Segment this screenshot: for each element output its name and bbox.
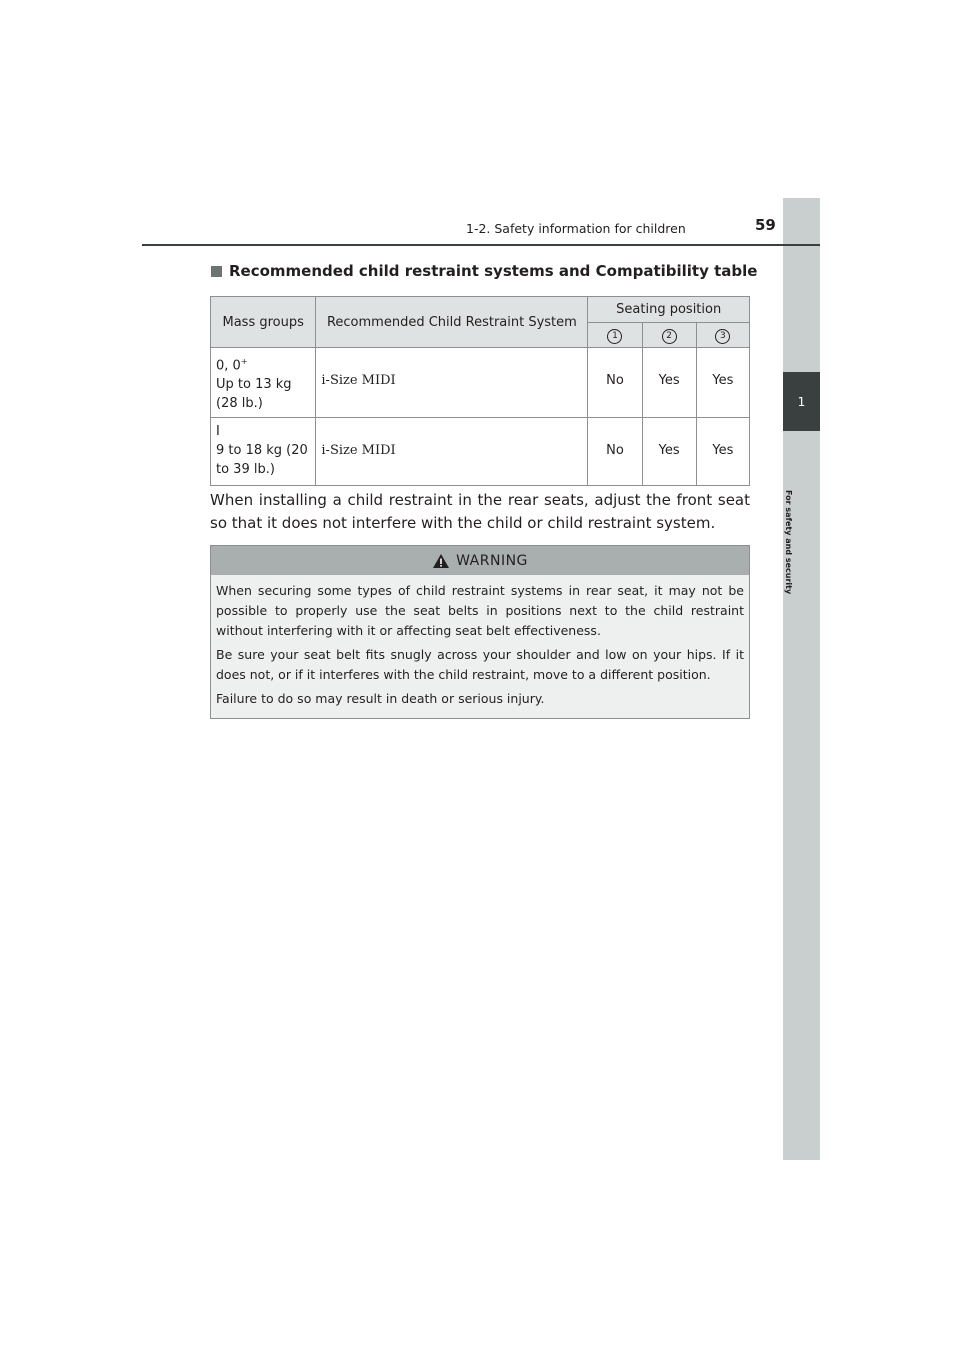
section-title: 1-2. Safety information for children	[466, 221, 686, 236]
warning-paragraph: Failure to do so may result in death or serious injury.	[216, 691, 545, 706]
warning-box	[210, 545, 750, 719]
seat-position-3	[696, 323, 749, 348]
system-cell: i-Size MIDI	[316, 348, 588, 418]
position-2-cell: Yes	[642, 418, 696, 486]
warning-title: WARNING	[456, 552, 528, 569]
seat-position-2	[642, 323, 696, 348]
chapter-number-tab[interactable]: 1	[783, 372, 820, 431]
mass-group-sup: +	[240, 357, 248, 366]
compatibility-table	[210, 296, 750, 486]
mass-desc: 9 to 18 kg (20 to 39 lb.)	[216, 443, 308, 478]
warning-body	[211, 575, 749, 709]
body-paragraph: When installing a child restraint in the rear seats, adjust the front seat so that it does not interfere with the child or child restraint system.	[210, 491, 750, 532]
warning-header	[211, 546, 749, 575]
table-row	[211, 348, 750, 418]
position-3-cell: Yes	[696, 418, 749, 486]
col-header-seating: Seating position	[588, 297, 750, 323]
position-3-cell: Yes	[696, 348, 749, 418]
seat-position-1	[588, 323, 642, 348]
page-number: 59	[755, 216, 776, 234]
warning-triangle-icon	[432, 553, 450, 569]
chapter-title-label: For safety and security	[784, 490, 793, 595]
position-1-cell: No	[588, 348, 642, 418]
position-1-cell: No	[588, 418, 642, 486]
table-row	[211, 418, 750, 486]
mass-desc: Up to 13 kg (28 lb.)	[216, 377, 292, 412]
warning-paragraph: When securing some types of child restraint systems in rear seat, it may not be possible to properly use the seat belts in positions next to the child restraint without interfering with it or affecting seat belt effectiveness.	[216, 583, 744, 638]
position-2-cell: Yes	[642, 348, 696, 418]
section-heading	[211, 262, 757, 280]
mass-group-cell	[211, 348, 316, 418]
circled-number-1-icon: 1	[607, 329, 622, 344]
header-rule	[142, 244, 820, 246]
chapter-side-strip	[783, 198, 820, 1160]
circled-number-3-icon: 3	[715, 329, 730, 344]
warning-paragraph: Be sure your seat belt fits snugly across your shoulder and low on your hips. If it does not, or if it interferes with the child restraint, move to a different position.	[216, 647, 744, 682]
col-header-system: Recommended Child Restraint System	[316, 297, 588, 348]
circled-number-2-icon: 2	[662, 329, 677, 344]
system-cell: i-Size MIDI	[316, 418, 588, 486]
section-heading-text: Recommended child restraint systems and Compatibility table	[229, 262, 758, 280]
square-bullet-icon	[211, 266, 222, 277]
mass-group: 0, 0	[216, 358, 241, 374]
mass-group: I	[216, 424, 220, 440]
col-header-mass: Mass groups	[211, 297, 316, 348]
mass-group-cell	[211, 418, 316, 486]
